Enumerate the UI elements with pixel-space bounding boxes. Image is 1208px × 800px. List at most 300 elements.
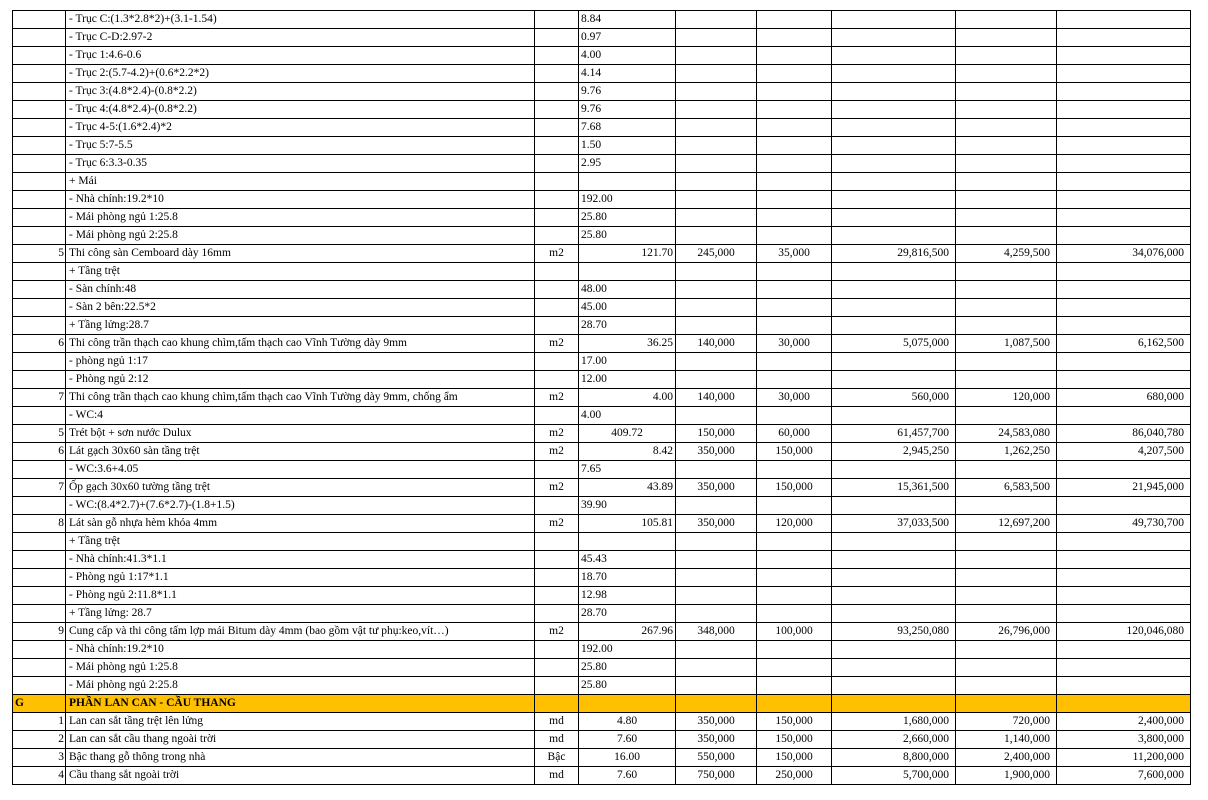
cell-total: 3,800,000 bbox=[1057, 731, 1191, 749]
table-row bbox=[13, 461, 1191, 479]
cell-labor-price bbox=[757, 533, 832, 551]
cell-labor-total bbox=[956, 119, 1057, 137]
cell-total bbox=[1057, 587, 1191, 605]
cell-material-price bbox=[676, 101, 757, 119]
cell-material-price bbox=[676, 605, 757, 623]
cell-labor-price bbox=[757, 371, 832, 389]
cell-labor-total bbox=[956, 497, 1057, 515]
cell-material-price bbox=[676, 119, 757, 137]
cell-material-total bbox=[832, 695, 956, 713]
cell-description: Cung cấp và thi công tấm lợp mái Bitum dày 4mm (bao gồm vật tư phụ:keo,vít…) bbox=[66, 623, 535, 641]
cell-item-no: G bbox=[13, 695, 66, 713]
cell-description: - WC:3.6+4.05 bbox=[66, 461, 535, 479]
table-row bbox=[13, 443, 1191, 461]
cell-labor-total bbox=[956, 209, 1057, 227]
cell-labor-total: 4,259,500 bbox=[956, 245, 1057, 263]
cell-total bbox=[1057, 101, 1191, 119]
cell-total bbox=[1057, 695, 1191, 713]
cell-material-price bbox=[676, 299, 757, 317]
cell-item-no bbox=[13, 605, 66, 623]
cell-quantity: 25.80 bbox=[579, 677, 676, 695]
cell-quantity bbox=[579, 263, 676, 281]
cell-labor-price bbox=[757, 695, 832, 713]
cell-material-price bbox=[676, 641, 757, 659]
cell-material-total bbox=[832, 101, 956, 119]
table-body bbox=[13, 11, 1191, 785]
cell-quantity: 121.70 bbox=[579, 245, 676, 263]
cell-total bbox=[1057, 227, 1191, 245]
cell-quantity: 48.00 bbox=[579, 281, 676, 299]
cell-material-total: 2,660,000 bbox=[832, 731, 956, 749]
cell-item-no bbox=[13, 281, 66, 299]
cell-total bbox=[1057, 83, 1191, 101]
cell-labor-total bbox=[956, 569, 1057, 587]
cell-material-price bbox=[676, 173, 757, 191]
cell-unit bbox=[535, 119, 579, 137]
cell-quantity: 25.80 bbox=[579, 659, 676, 677]
cell-material-price bbox=[676, 227, 757, 245]
cell-material-price bbox=[676, 551, 757, 569]
cell-labor-price bbox=[757, 461, 832, 479]
cell-description: Lan can sắt tầng trệt lên lửng bbox=[66, 713, 535, 731]
cell-description: Cầu thang sắt ngoài trời bbox=[66, 767, 535, 785]
cell-total: 680,000 bbox=[1057, 389, 1191, 407]
table-row bbox=[13, 317, 1191, 335]
cell-total bbox=[1057, 533, 1191, 551]
table-row bbox=[13, 479, 1191, 497]
table-row bbox=[13, 191, 1191, 209]
cell-labor-price: 30,000 bbox=[757, 335, 832, 353]
cell-labor-total bbox=[956, 191, 1057, 209]
cell-unit: m2 bbox=[535, 389, 579, 407]
cell-quantity: 4.80 bbox=[579, 713, 676, 731]
cell-material-total: 29,816,500 bbox=[832, 245, 956, 263]
table-row bbox=[13, 371, 1191, 389]
cell-description: + Tầng lửng:28.7 bbox=[66, 317, 535, 335]
cell-unit bbox=[535, 677, 579, 695]
cell-labor-total bbox=[956, 83, 1057, 101]
cell-material-price: 350,000 bbox=[676, 515, 757, 533]
cell-quantity: 2.95 bbox=[579, 155, 676, 173]
table-row bbox=[13, 173, 1191, 191]
cell-unit bbox=[535, 551, 579, 569]
cell-material-total bbox=[832, 209, 956, 227]
cell-item-no bbox=[13, 47, 66, 65]
cell-material-total bbox=[832, 83, 956, 101]
cell-labor-price: 150,000 bbox=[757, 479, 832, 497]
cell-quantity: 28.70 bbox=[579, 317, 676, 335]
table-row bbox=[13, 119, 1191, 137]
cell-description: PHẦN LAN CAN - CẦU THANG bbox=[66, 695, 535, 713]
cell-material-price: 140,000 bbox=[676, 335, 757, 353]
cell-unit: md bbox=[535, 767, 579, 785]
cell-description: Lát sàn gỗ nhựa hèm khóa 4mm bbox=[66, 515, 535, 533]
cell-total bbox=[1057, 209, 1191, 227]
cell-material-price bbox=[676, 371, 757, 389]
cell-item-no bbox=[13, 569, 66, 587]
cell-material-price bbox=[676, 11, 757, 29]
cell-unit: m2 bbox=[535, 479, 579, 497]
cell-unit bbox=[535, 209, 579, 227]
cell-quantity: 36.25 bbox=[579, 335, 676, 353]
cell-labor-total: 26,796,000 bbox=[956, 623, 1057, 641]
cell-material-total bbox=[832, 173, 956, 191]
cell-total bbox=[1057, 29, 1191, 47]
cell-labor-total bbox=[956, 587, 1057, 605]
cell-material-price bbox=[676, 569, 757, 587]
cell-labor-price bbox=[757, 353, 832, 371]
cell-material-total: 2,945,250 bbox=[832, 443, 956, 461]
cell-quantity: 12.98 bbox=[579, 587, 676, 605]
cell-item-no: 4 bbox=[13, 767, 66, 785]
cell-material-total bbox=[832, 569, 956, 587]
cell-total: 2,400,000 bbox=[1057, 713, 1191, 731]
cell-description: - Mái phòng ngủ 2:25.8 bbox=[66, 227, 535, 245]
cell-material-price bbox=[676, 263, 757, 281]
cell-item-no bbox=[13, 191, 66, 209]
cell-item-no: 7 bbox=[13, 389, 66, 407]
cell-description: Thi công trần thạch cao khung chìm,tấm thạch cao Vĩnh Tường dày 9mm bbox=[66, 335, 535, 353]
section-row bbox=[13, 695, 1191, 713]
cell-labor-price bbox=[757, 227, 832, 245]
cell-unit bbox=[535, 281, 579, 299]
cell-material-total bbox=[832, 497, 956, 515]
cell-description: - Nhà chính:19.2*10 bbox=[66, 641, 535, 659]
cell-labor-total bbox=[956, 371, 1057, 389]
cell-description: + Tầng trệt bbox=[66, 533, 535, 551]
estimate-table bbox=[12, 10, 1191, 785]
cell-labor-price bbox=[757, 47, 832, 65]
cell-material-total bbox=[832, 227, 956, 245]
cell-item-no bbox=[13, 677, 66, 695]
cell-description: - phòng ngủ 1:17 bbox=[66, 353, 535, 371]
cell-description: - Trục 3:(4.8*2.4)-(0.8*2.2) bbox=[66, 83, 535, 101]
cell-material-price bbox=[676, 137, 757, 155]
cell-total bbox=[1057, 317, 1191, 335]
cell-description: Trét bột + sơn nước Dulux bbox=[66, 425, 535, 443]
cell-material-total bbox=[832, 677, 956, 695]
cell-total bbox=[1057, 47, 1191, 65]
cell-labor-price bbox=[757, 119, 832, 137]
cell-labor-price bbox=[757, 551, 832, 569]
cell-labor-price bbox=[757, 83, 832, 101]
cell-labor-total bbox=[956, 641, 1057, 659]
cell-item-no: 7 bbox=[13, 479, 66, 497]
cell-description: - Nhà chính:19.2*10 bbox=[66, 191, 535, 209]
cell-description: - Phòng ngủ 1:17*1.1 bbox=[66, 569, 535, 587]
cell-labor-total: 1,087,500 bbox=[956, 335, 1057, 353]
cell-quantity: 12.00 bbox=[579, 371, 676, 389]
table-row bbox=[13, 11, 1191, 29]
cell-item-no bbox=[13, 407, 66, 425]
cell-item-no bbox=[13, 29, 66, 47]
cell-description: + Tầng trệt bbox=[66, 263, 535, 281]
cell-unit: m2 bbox=[535, 623, 579, 641]
cell-material-total: 37,033,500 bbox=[832, 515, 956, 533]
cell-item-no bbox=[13, 65, 66, 83]
cell-quantity: 7.68 bbox=[579, 119, 676, 137]
cell-description: - Trục 4:(4.8*2.4)-(0.8*2.2) bbox=[66, 101, 535, 119]
cell-material-price bbox=[676, 155, 757, 173]
cell-description: - Mái phòng ngủ 2:25.8 bbox=[66, 677, 535, 695]
table-row bbox=[13, 209, 1191, 227]
table-row bbox=[13, 731, 1191, 749]
cell-total bbox=[1057, 551, 1191, 569]
cell-item-no bbox=[13, 155, 66, 173]
cell-labor-total bbox=[956, 407, 1057, 425]
cell-material-price bbox=[676, 29, 757, 47]
cell-labor-total bbox=[956, 173, 1057, 191]
cell-item-no bbox=[13, 317, 66, 335]
cell-description: + Tầng lửng: 28.7 bbox=[66, 605, 535, 623]
table-row bbox=[13, 353, 1191, 371]
table-row bbox=[13, 497, 1191, 515]
cell-item-no bbox=[13, 209, 66, 227]
table-row bbox=[13, 155, 1191, 173]
cell-item-no: 5 bbox=[13, 245, 66, 263]
cell-item-no bbox=[13, 101, 66, 119]
cell-material-price bbox=[676, 191, 757, 209]
cell-labor-price bbox=[757, 173, 832, 191]
cell-material-price bbox=[676, 533, 757, 551]
table-row bbox=[13, 407, 1191, 425]
cell-item-no bbox=[13, 263, 66, 281]
cell-quantity: 43.89 bbox=[579, 479, 676, 497]
cell-item-no: 8 bbox=[13, 515, 66, 533]
cell-material-price bbox=[676, 587, 757, 605]
cell-item-no bbox=[13, 659, 66, 677]
cell-labor-total: 1,262,250 bbox=[956, 443, 1057, 461]
cell-description: Lát gạch 30x60 sàn tầng trệt bbox=[66, 443, 535, 461]
cell-unit: md bbox=[535, 731, 579, 749]
cell-labor-total: 24,583,080 bbox=[956, 425, 1057, 443]
table-row bbox=[13, 677, 1191, 695]
cell-unit bbox=[535, 407, 579, 425]
cell-quantity: 4.00 bbox=[579, 47, 676, 65]
cell-labor-price bbox=[757, 317, 832, 335]
cell-item-no bbox=[13, 641, 66, 659]
cell-item-no: 3 bbox=[13, 749, 66, 767]
cell-description: Thi công sàn Cemboard dày 16mm bbox=[66, 245, 535, 263]
cell-material-price bbox=[676, 461, 757, 479]
cell-quantity: 25.80 bbox=[579, 227, 676, 245]
cell-labor-price: 100,000 bbox=[757, 623, 832, 641]
cell-description: - Sàn chính:48 bbox=[66, 281, 535, 299]
cell-material-price: 140,000 bbox=[676, 389, 757, 407]
cell-quantity: 4.00 bbox=[579, 389, 676, 407]
cell-total: 120,046,080 bbox=[1057, 623, 1191, 641]
cell-material-total bbox=[832, 587, 956, 605]
cell-material-price: 350,000 bbox=[676, 479, 757, 497]
table-row bbox=[13, 263, 1191, 281]
cell-description: - Phòng ngủ 2:12 bbox=[66, 371, 535, 389]
cell-material-price bbox=[676, 407, 757, 425]
cell-labor-total: 720,000 bbox=[956, 713, 1057, 731]
cell-unit bbox=[535, 227, 579, 245]
cell-item-no: 1 bbox=[13, 713, 66, 731]
cell-total bbox=[1057, 11, 1191, 29]
cell-unit bbox=[535, 317, 579, 335]
cell-labor-price bbox=[757, 407, 832, 425]
cell-labor-total bbox=[956, 65, 1057, 83]
cell-unit bbox=[535, 83, 579, 101]
cell-item-no: 2 bbox=[13, 731, 66, 749]
cell-unit bbox=[535, 173, 579, 191]
cell-quantity: 9.76 bbox=[579, 101, 676, 119]
cell-item-no bbox=[13, 137, 66, 155]
cell-item-no bbox=[13, 371, 66, 389]
cell-labor-total bbox=[956, 605, 1057, 623]
cell-labor-price bbox=[757, 29, 832, 47]
cell-labor-price: 150,000 bbox=[757, 443, 832, 461]
cell-labor-total: 6,583,500 bbox=[956, 479, 1057, 497]
cell-labor-total bbox=[956, 317, 1057, 335]
cell-material-total bbox=[832, 191, 956, 209]
cell-unit bbox=[535, 65, 579, 83]
cell-total bbox=[1057, 281, 1191, 299]
cell-total bbox=[1057, 461, 1191, 479]
table-row bbox=[13, 587, 1191, 605]
cell-total bbox=[1057, 155, 1191, 173]
cell-description: - Mái phòng ngủ 1:25.8 bbox=[66, 659, 535, 677]
cell-material-total: 560,000 bbox=[832, 389, 956, 407]
table-row bbox=[13, 245, 1191, 263]
cell-description: Ốp gạch 30x60 tường tầng trệt bbox=[66, 479, 535, 497]
cell-quantity: 4.00 bbox=[579, 407, 676, 425]
cell-material-price bbox=[676, 677, 757, 695]
cell-item-no bbox=[13, 551, 66, 569]
cell-labor-price bbox=[757, 569, 832, 587]
cell-material-total bbox=[832, 299, 956, 317]
cell-labor-price bbox=[757, 155, 832, 173]
cell-item-no: 9 bbox=[13, 623, 66, 641]
table-row bbox=[13, 83, 1191, 101]
cell-quantity: 4.14 bbox=[579, 65, 676, 83]
cell-quantity: 45.43 bbox=[579, 551, 676, 569]
cell-description: - Trục C-D:2.97-2 bbox=[66, 29, 535, 47]
cell-unit bbox=[535, 299, 579, 317]
cell-labor-total bbox=[956, 353, 1057, 371]
cell-unit: md bbox=[535, 713, 579, 731]
table-row bbox=[13, 335, 1191, 353]
cell-material-price: 350,000 bbox=[676, 443, 757, 461]
cell-total bbox=[1057, 137, 1191, 155]
cell-labor-price bbox=[757, 263, 832, 281]
cell-material-price: 550,000 bbox=[676, 749, 757, 767]
cell-item-no bbox=[13, 299, 66, 317]
cell-labor-price bbox=[757, 137, 832, 155]
cell-item-no bbox=[13, 83, 66, 101]
cell-labor-price: 150,000 bbox=[757, 749, 832, 767]
cell-unit bbox=[535, 533, 579, 551]
cell-total bbox=[1057, 641, 1191, 659]
cell-material-total bbox=[832, 353, 956, 371]
cell-total bbox=[1057, 299, 1191, 317]
cell-material-total bbox=[832, 371, 956, 389]
cell-labor-price bbox=[757, 677, 832, 695]
cell-material-price: 350,000 bbox=[676, 731, 757, 749]
cell-unit: m2 bbox=[535, 335, 579, 353]
cell-total: 49,730,700 bbox=[1057, 515, 1191, 533]
cell-unit bbox=[535, 461, 579, 479]
cell-labor-total bbox=[956, 281, 1057, 299]
cell-labor-total bbox=[956, 677, 1057, 695]
cell-labor-price bbox=[757, 209, 832, 227]
cell-total bbox=[1057, 407, 1191, 425]
cell-description: - WC:(8.4*2.7)+(7.6*2.7)-(1.8+1.5) bbox=[66, 497, 535, 515]
cell-material-total bbox=[832, 551, 956, 569]
cell-labor-price: 150,000 bbox=[757, 713, 832, 731]
cell-item-no bbox=[13, 173, 66, 191]
cell-unit: m2 bbox=[535, 425, 579, 443]
table-row bbox=[13, 641, 1191, 659]
cell-total bbox=[1057, 371, 1191, 389]
cell-labor-price: 35,000 bbox=[757, 245, 832, 263]
cell-quantity: 192.00 bbox=[579, 641, 676, 659]
cell-unit: Bậc bbox=[535, 749, 579, 767]
cell-labor-total bbox=[956, 29, 1057, 47]
cell-item-no bbox=[13, 533, 66, 551]
table-row bbox=[13, 767, 1191, 785]
cell-labor-price: 250,000 bbox=[757, 767, 832, 785]
cell-material-total bbox=[832, 461, 956, 479]
cell-total bbox=[1057, 263, 1191, 281]
cell-unit bbox=[535, 371, 579, 389]
cell-material-total bbox=[832, 641, 956, 659]
table-row bbox=[13, 425, 1191, 443]
cell-material-total bbox=[832, 155, 956, 173]
cell-labor-total: 12,697,200 bbox=[956, 515, 1057, 533]
cell-material-price bbox=[676, 209, 757, 227]
cell-total bbox=[1057, 497, 1191, 515]
cell-description: - Sàn 2 bên:22.5*2 bbox=[66, 299, 535, 317]
cell-unit bbox=[535, 263, 579, 281]
cell-labor-total bbox=[956, 137, 1057, 155]
cell-unit bbox=[535, 605, 579, 623]
cell-material-total bbox=[832, 533, 956, 551]
cell-unit: m2 bbox=[535, 515, 579, 533]
cell-item-no bbox=[13, 227, 66, 245]
cell-material-total: 15,361,500 bbox=[832, 479, 956, 497]
cell-quantity: 409.72 bbox=[579, 425, 676, 443]
cell-material-price bbox=[676, 659, 757, 677]
cell-item-no: 6 bbox=[13, 335, 66, 353]
table-row bbox=[13, 551, 1191, 569]
table-row bbox=[13, 569, 1191, 587]
cell-description: - Phòng ngủ 2:11.8*1.1 bbox=[66, 587, 535, 605]
cell-total: 21,945,000 bbox=[1057, 479, 1191, 497]
cell-total: 7,600,000 bbox=[1057, 767, 1191, 785]
cell-total: 86,040,780 bbox=[1057, 425, 1191, 443]
cell-labor-total bbox=[956, 155, 1057, 173]
cell-quantity: 25.80 bbox=[579, 209, 676, 227]
cell-material-total bbox=[832, 317, 956, 335]
cell-description: - Trục C:(1.3*2.8*2)+(3.1-1.54) bbox=[66, 11, 535, 29]
cell-quantity bbox=[579, 695, 676, 713]
cell-material-total: 61,457,700 bbox=[832, 425, 956, 443]
table-row bbox=[13, 659, 1191, 677]
cell-labor-total: 1,140,000 bbox=[956, 731, 1057, 749]
table-row bbox=[13, 29, 1191, 47]
cell-unit bbox=[535, 155, 579, 173]
cell-labor-price bbox=[757, 497, 832, 515]
table-row bbox=[13, 47, 1191, 65]
cell-total bbox=[1057, 605, 1191, 623]
table-row bbox=[13, 65, 1191, 83]
cell-material-price bbox=[676, 317, 757, 335]
cell-quantity: 7.60 bbox=[579, 767, 676, 785]
cell-quantity: 28.70 bbox=[579, 605, 676, 623]
